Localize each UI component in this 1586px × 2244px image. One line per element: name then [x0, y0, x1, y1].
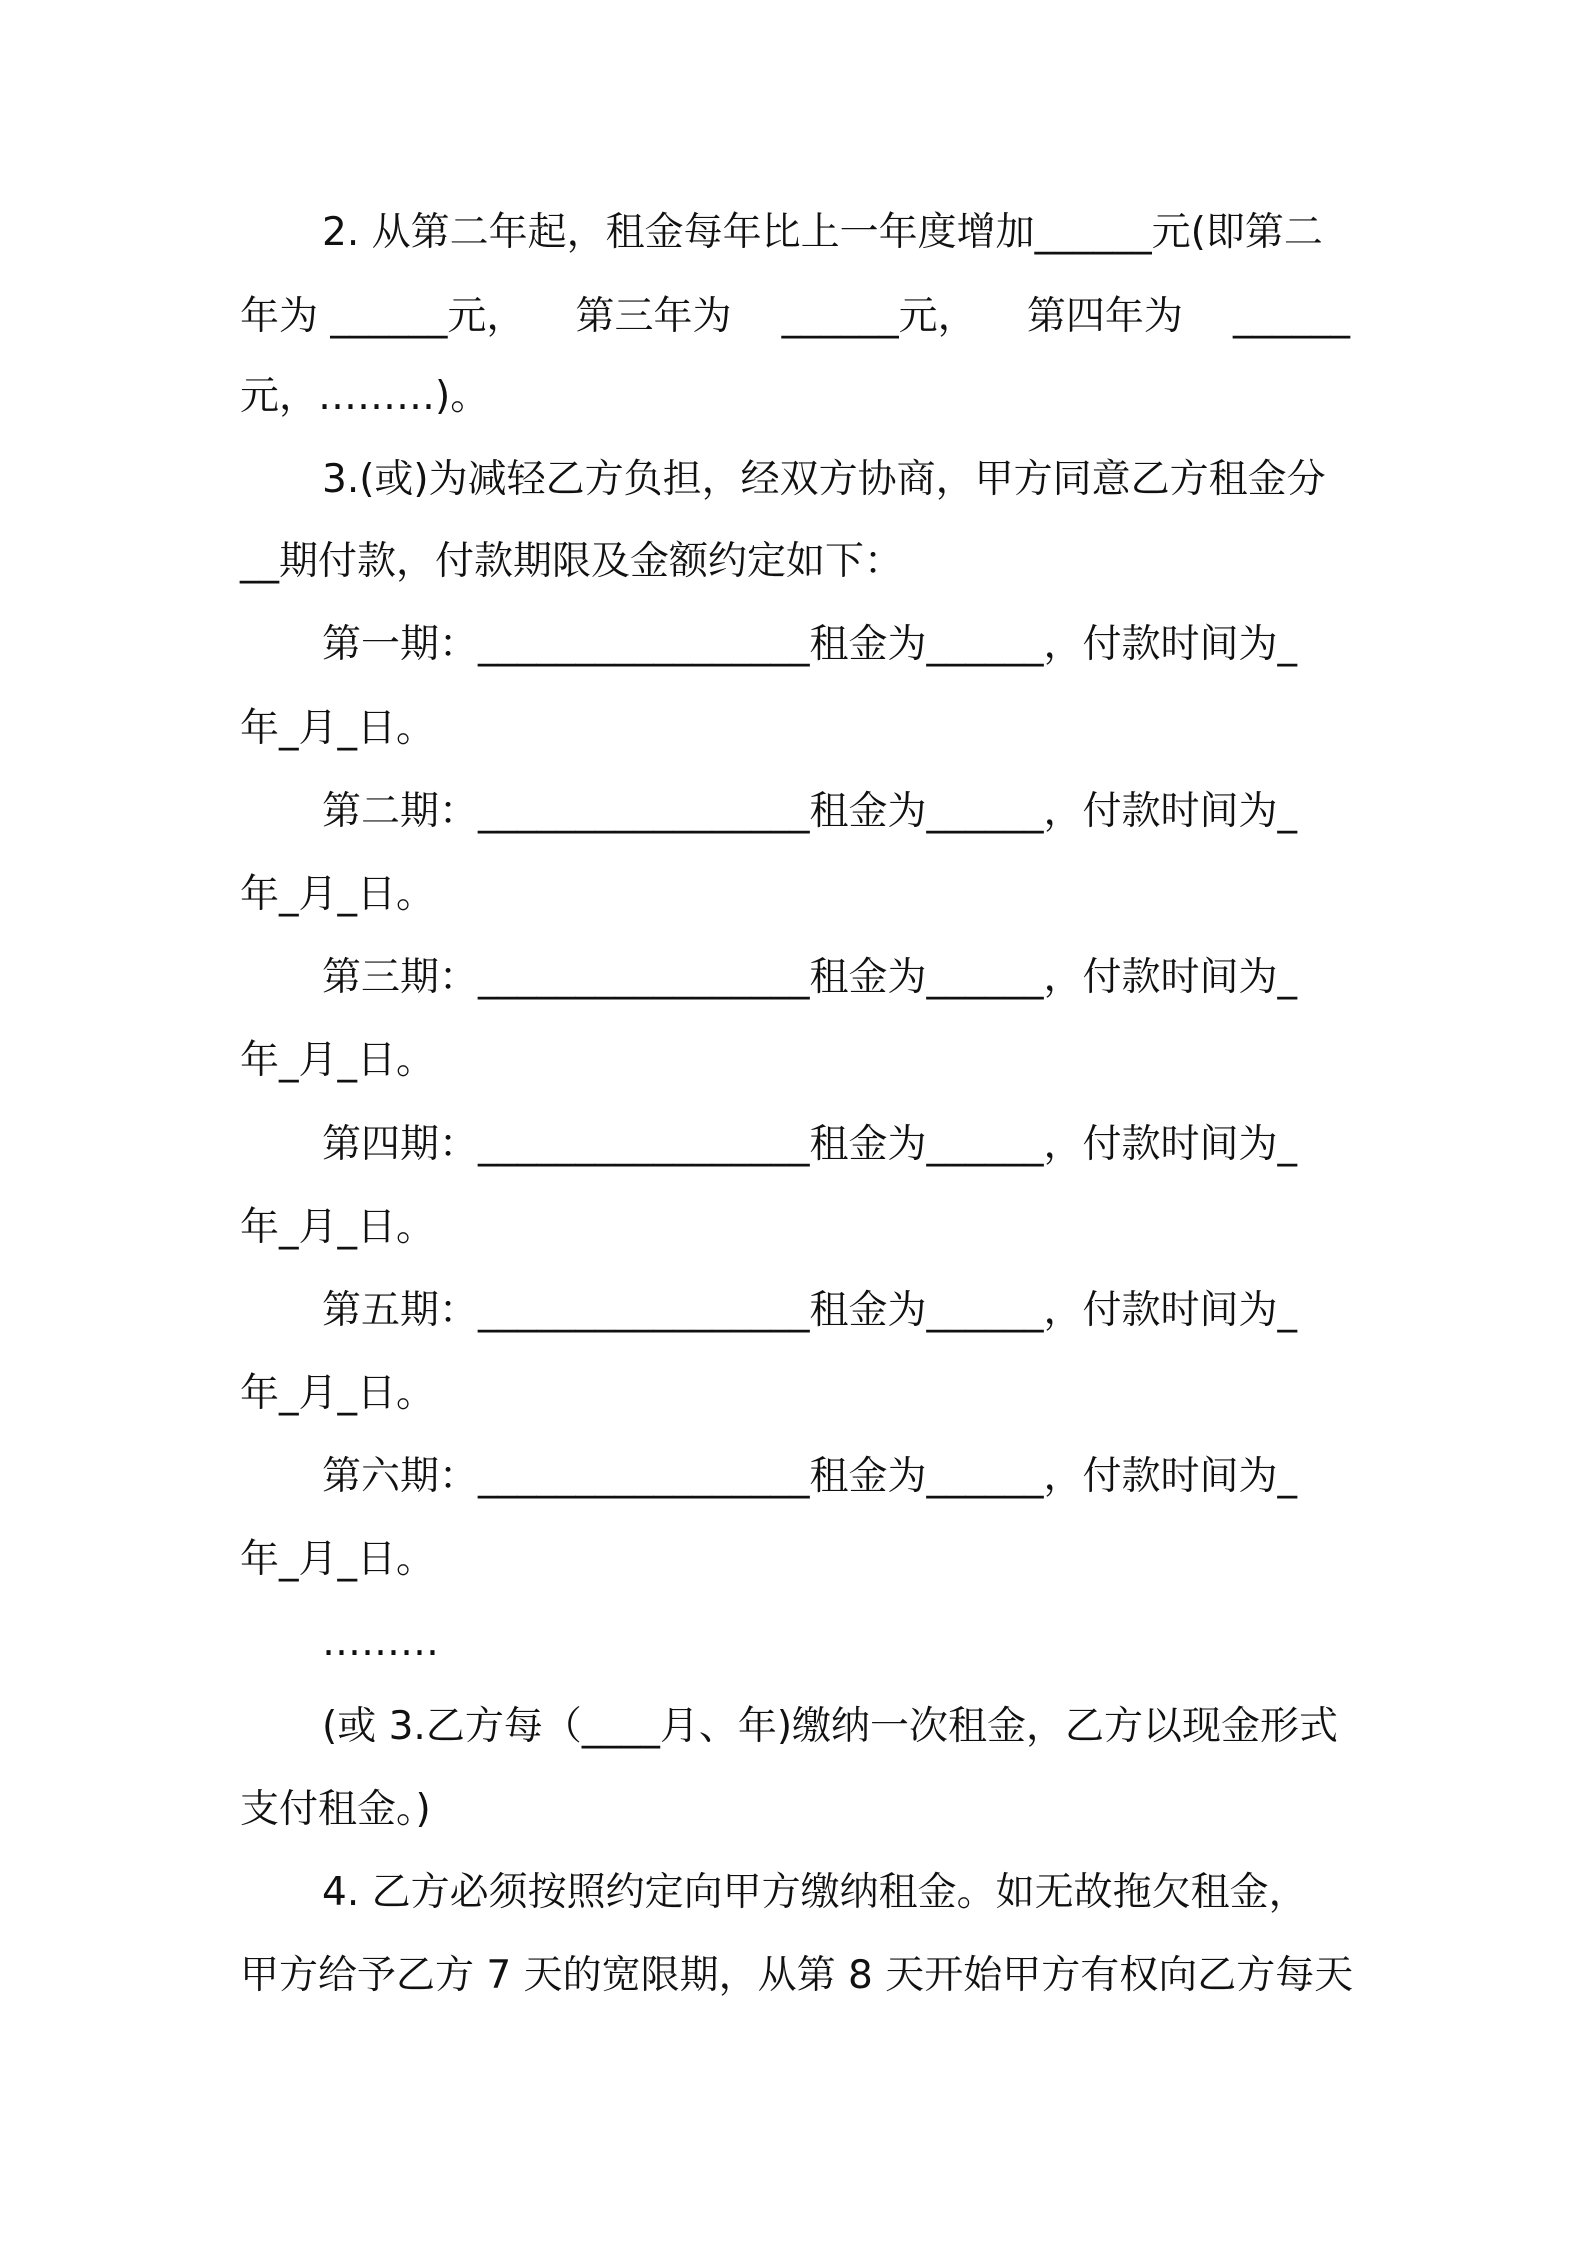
line-segment: ______元， — [781, 294, 977, 339]
installment-4-line-2: 年_月_日。 — [240, 1205, 436, 1250]
line-segment: 第三年为 — [575, 294, 732, 339]
paragraph-3-alt-line-1: (或 3.乙方每（____月、年)缴纳一次租金，乙方以现金形式 — [322, 1704, 1339, 1749]
paragraph-3-line-2: __期付款，付款期限及金额约定如下： — [240, 539, 904, 584]
line-segment: ______ — [1232, 294, 1350, 339]
paragraph-4-line-1: 4. 乙方必须按照约定向甲方缴纳租金。如无故拖欠租金， — [322, 1870, 1308, 1915]
installment-2-line-2: 年_月_日。 — [240, 872, 436, 917]
paragraph-2-line-3: 元，………)。 — [240, 374, 490, 419]
paragraph-4-line-2: 甲方给予乙方 7 天的宽限期，从第 8 天开始甲方有权向乙方每天 — [240, 1953, 1354, 1998]
installment-3-line-1: 第三期：_________________租金为______，付款时间为_ — [322, 955, 1298, 1000]
installment-3-line-2: 年_月_日。 — [240, 1038, 436, 1083]
paragraph-2-line-2 — [240, 292, 1350, 342]
paragraph-3-line-1: 3.(或)为减轻乙方负担，经双方协商，甲方同意乙方租金分 — [322, 457, 1326, 502]
installment-2-line-1: 第二期：_________________租金为______，付款时间为_ — [322, 789, 1298, 834]
installment-6-line-2: 年_月_日。 — [240, 1537, 436, 1582]
installment-1-line-1: 第一期：_________________租金为______，付款时间为_ — [322, 622, 1298, 667]
installment-5-line-2: 年_月_日。 — [240, 1371, 436, 1416]
installment-5-line-1: 第五期：_________________租金为______，付款时间为_ — [322, 1288, 1298, 1333]
installment-6-line-1: 第六期：_________________租金为______，付款时间为_ — [322, 1454, 1298, 1499]
ellipsis-line: ……… — [322, 1620, 439, 1665]
line-segment: 年为 ______元， — [240, 294, 526, 339]
paragraph-3-alt-line-2: 支付租金。) — [240, 1787, 431, 1832]
paragraph-2-line-1: 2. 从第二年起，租金每年比上一年度增加______元(即第二 — [322, 210, 1323, 255]
installment-4-line-1: 第四期：_________________租金为______，付款时间为_ — [322, 1122, 1298, 1167]
installment-1-line-2: 年_月_日。 — [240, 706, 436, 751]
line-segment: 第四年为 — [1026, 294, 1183, 339]
